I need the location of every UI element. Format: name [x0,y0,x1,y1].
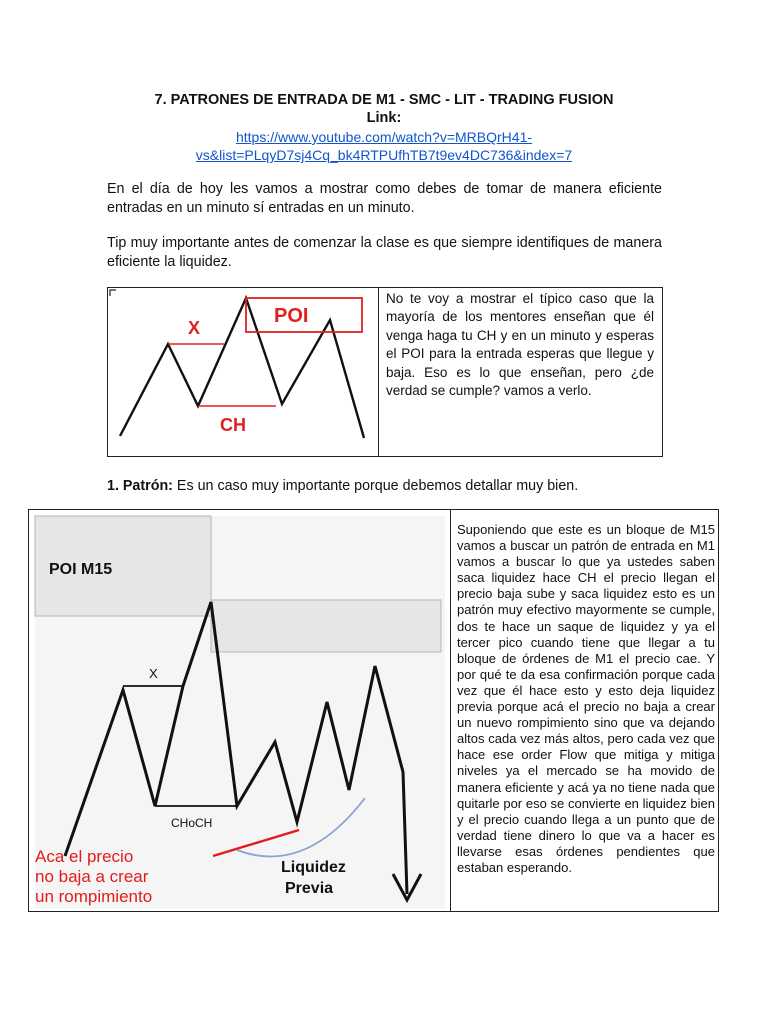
ch-label: CH [220,415,246,435]
red-note-line-3: un rompimiento [35,887,153,906]
x-label: X [149,666,158,681]
table-divider [450,510,451,911]
table-divider [378,288,379,456]
link-label: Link: [366,110,402,126]
youtube-link[interactable] [0,128,768,164]
table1-explanation: No te voy a mostrar el típico caso que la mayoría de los mentores enseñan que él venga haga tu CH y en un minuto y esperas el POI para la entrada esperas que llegue y baja. Eso es lo que enseñan, pero ¿de verdad se cumple? vamos a verlo. [386,291,654,399]
diagram-ch-poi [108,288,378,456]
liquidity-label-2: Previa [285,880,334,897]
diagram-pattern-1 [29,510,449,911]
youtube-link-line-1[interactable]: https://www.youtube.com/watch?v=MRBQrH41- [235,129,533,145]
poi-m15-label: POI M15 [49,561,113,578]
pattern-heading [107,477,578,496]
pattern-label: 1. Patrón: [107,478,173,494]
choch-label: CHoCH [171,816,213,830]
m1-order-block-zone [211,600,441,652]
pattern-text: Es un caso muy importante porque debemos detallar muy bien. [172,478,579,494]
tip-paragraph: Tip muy importante antes de comenzar la clase es que siempre identifiques de manera eficiente la liquidez. [107,235,662,270]
corner-bracket [110,290,116,296]
table-ch-poi [107,287,663,457]
table-pattern-1 [28,509,719,912]
x-label: X [188,318,201,338]
youtube-link-line-2[interactable]: vs&list=PLqyD7sj4Cq_bk4RTPUfhTB7t9ev4DC736&index=7 [195,147,573,163]
red-note-line-1: Aca el precio [35,847,134,866]
liquidity-label-1: Liquidez [281,859,346,876]
poi-label: POI [274,305,309,327]
document-title: 7. PATRONES DE ENTRADA DE M1 - SMC - LIT - TRADING FUSION [154,92,614,108]
red-note-line-2: no baja a crear [35,867,149,886]
intro-paragraph: En el día de hoy les vamos a mostrar como debes de tomar de manera eficiente entradas en un minuto sí entradas en un minuto. [107,181,662,216]
table2-explanation: Suponiendo que este es un bloque de M15 vamos a buscar un patrón de entrada en M1 vamos a buscar lo que ya ustedes saben saca liquidez hace CH el precio llegan el precio baja sube y saca liquidez esto es un patrón muy efectivo mayormente se cumple, dos te hace un saque de liquidez y ya el tercer pico cuando tiene que llegar a tu bloque de órdenes de M1 el precio cae. Y por qué te da esa confirmación porque cada vez que él hace esto y esto deja liquidez previa porque acá el precio no baja a crear un nuevo rompimiento sino que va dejando altos cada vez más altos, pero cada vez que hace ese order Flow que mitiga y mitiga niveles ya el mercado se ha movido de manera eficiente y acá ya no tiene nada que quitarle por eso se convierte en liquidez bien y el precio cuando llega a un punto que de verdad tiene dinero lo que va a hacer es llevarse esas órdenes pendientes que estaban esperando. [457,522,715,875]
